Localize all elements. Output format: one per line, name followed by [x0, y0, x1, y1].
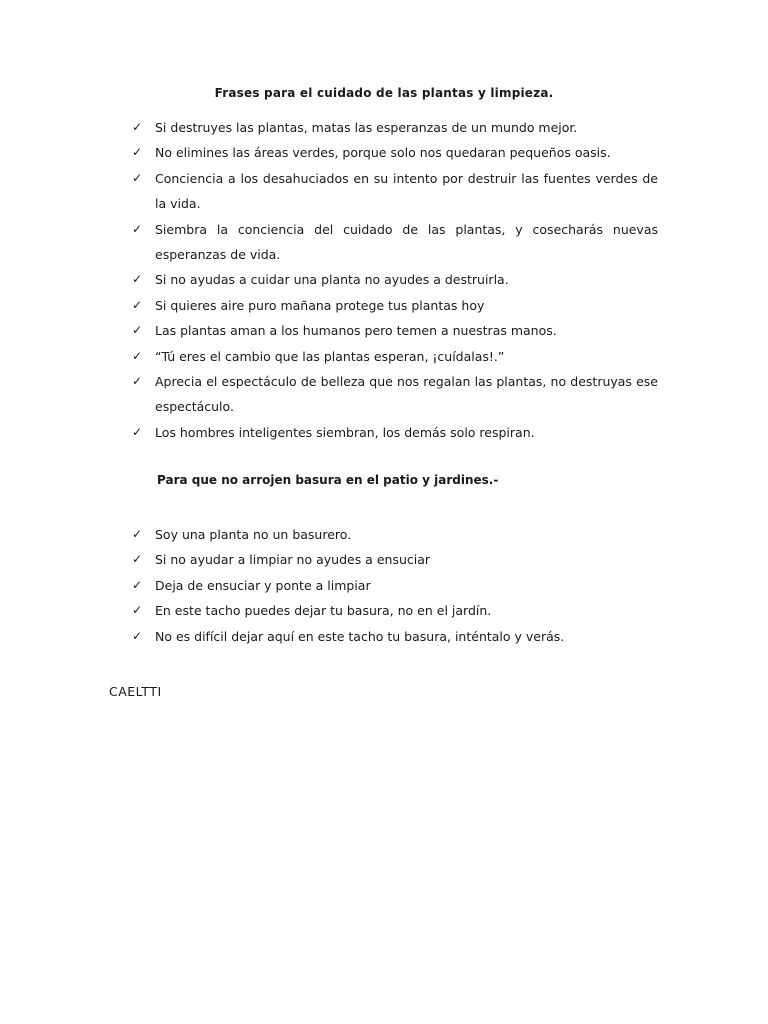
list-item-text: Deja de ensuciar y ponte a limpiar: [155, 577, 371, 593]
checkmark-icon: ✓: [132, 348, 143, 363]
list-item: [0, 267, 768, 292]
list-item-text: Si no ayudas a cuidar una planta no ayudes a destruirla.: [155, 272, 509, 288]
checkmark-icon: ✓: [132, 170, 143, 185]
list-item: [0, 318, 768, 343]
checkmark-icon: ✓: [132, 272, 143, 287]
checkmark-icon: ✓: [132, 527, 143, 541]
section-subtitle: Para que no arrojen basura en el patio y jardines.-: [157, 473, 499, 487]
list-item-text: No es difícil dejar aquí en este tacho tu basura, inténtalo y verás.: [155, 628, 565, 644]
checkmark-icon: ✓: [132, 323, 143, 338]
list-item-text: En este tacho puedes dejar tu basura, no en el jardín.: [155, 603, 492, 619]
list-item-text: Soy una planta no un basurero.: [155, 527, 352, 542]
plant-phrases-list: [0, 115, 768, 445]
signature: CAELTTI: [109, 684, 162, 699]
list-item-text: Las plantas aman a los humanos pero temen a nuestras manos.: [155, 323, 557, 339]
checkmark-icon: ✓: [132, 297, 143, 312]
checkmark-icon: ✓: [132, 145, 143, 160]
list-item: [0, 624, 768, 649]
checkmark-icon: ✓: [132, 221, 143, 236]
list-item: [0, 344, 768, 369]
list-item: [0, 293, 768, 318]
list-item: [0, 217, 768, 268]
checkmark-icon: ✓: [132, 374, 143, 389]
checkmark-icon: ✓: [132, 120, 143, 134]
list-item: [0, 522, 768, 547]
list-item-text: Conciencia a los desahuciados en su intento por destruir las fuentes verdes de la vida.: [155, 170, 658, 212]
checkmark-icon: ✓: [132, 552, 143, 567]
list-item-text: Si quieres aire puro mañana protege tus plantas hoy: [155, 297, 485, 313]
list-item: [0, 140, 768, 165]
list-item: [0, 573, 768, 598]
list-item-text: Los hombres inteligentes siembran, los demás solo respiran.: [155, 424, 535, 440]
checkmark-icon: ✓: [132, 577, 143, 592]
list-item: [0, 166, 768, 217]
document-title: Frases para el cuidado de las plantas y limpieza.: [214, 86, 554, 100]
list-item-text: Si no ayudar a limpiar no ayudes a ensuciar: [155, 552, 431, 568]
trash-phrases-list: [0, 522, 768, 649]
checkmark-icon: ✓: [132, 628, 143, 643]
checkmark-icon: ✓: [132, 424, 143, 439]
checkmark-icon: ✓: [132, 603, 143, 618]
list-item-text: Siembra la conciencia del cuidado de las plantas, y cosecharás nuevas esperanzas de vida.: [155, 221, 658, 263]
list-item: [0, 115, 768, 140]
list-item-text: No elimines las áreas verdes, porque solo nos quedaran pequeños oasis.: [155, 145, 611, 161]
list-item-text: “Tú eres el cambio que las plantas esperan, ¡cuídalas!.”: [155, 348, 505, 364]
list-item: [0, 420, 768, 445]
list-item-text: Si destruyes las plantas, matas las esperanzas de un mundo mejor.: [155, 120, 578, 135]
list-item-text: Aprecia el espectáculo de belleza que nos regalan las plantas, no destruyas ese espectáculo.: [155, 374, 658, 415]
list-item: [0, 598, 768, 623]
list-item: [0, 547, 768, 572]
list-item: [0, 369, 768, 420]
